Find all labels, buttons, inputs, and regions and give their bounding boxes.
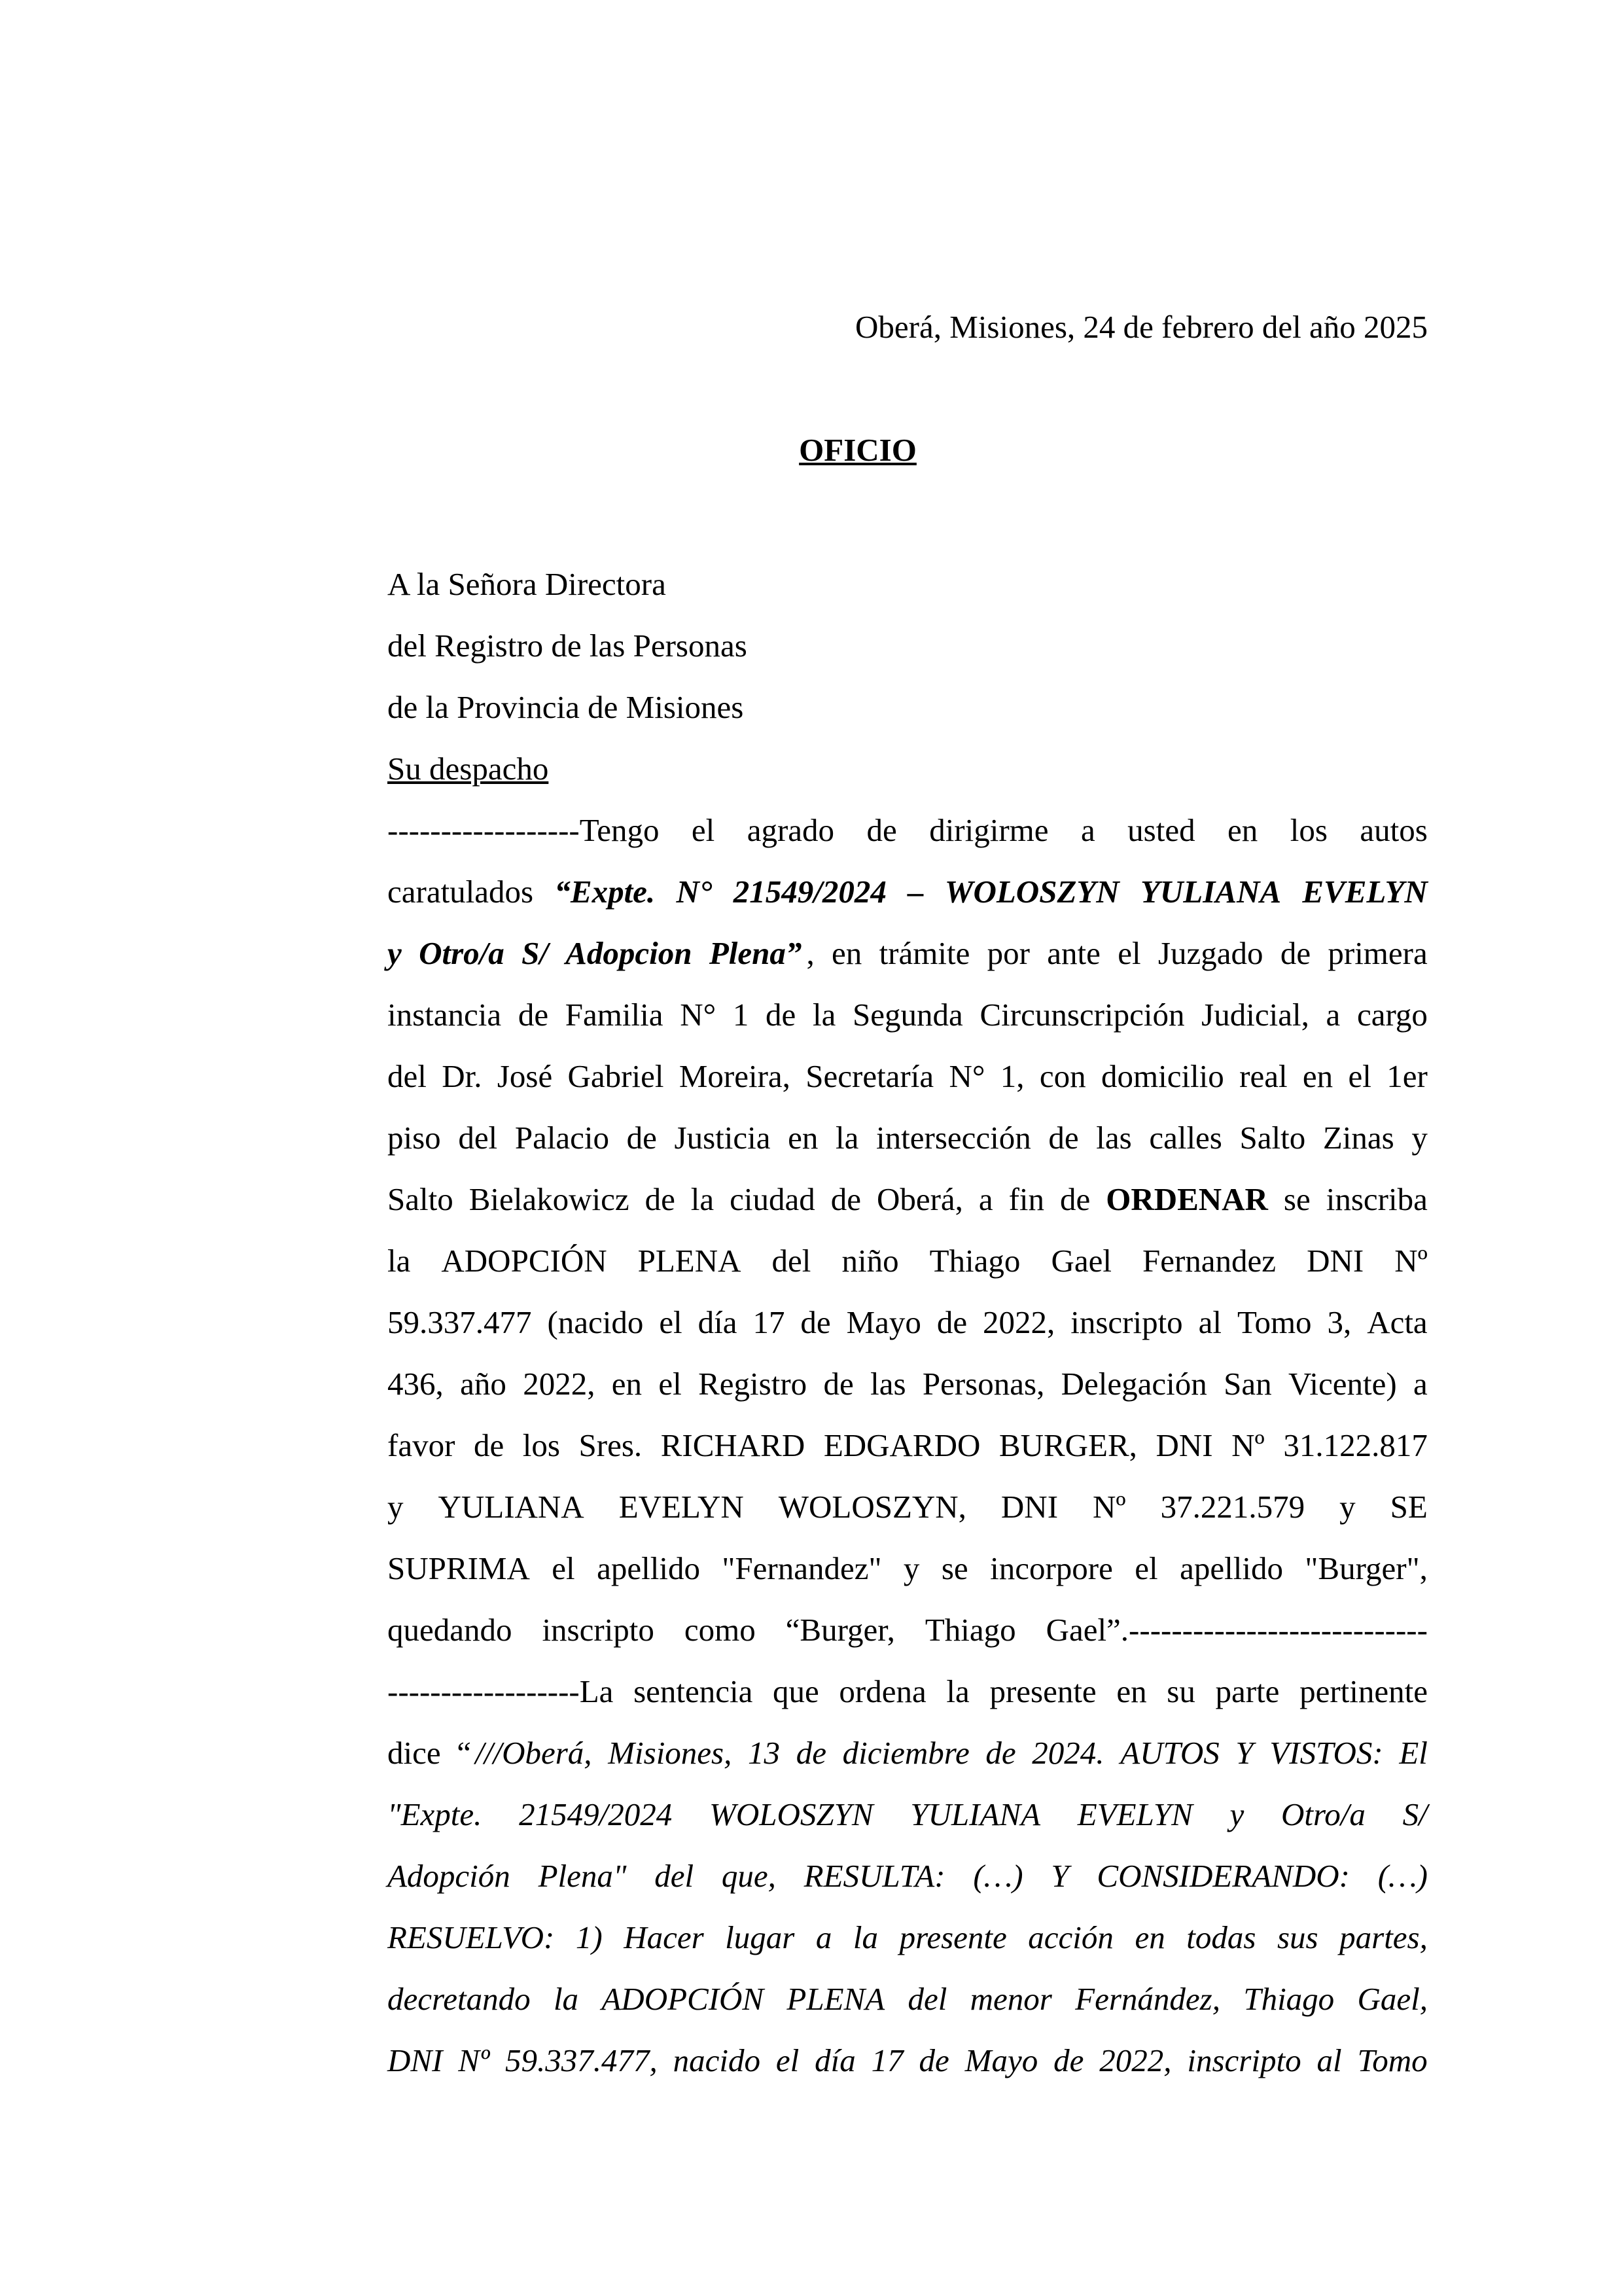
document-title: OFICIO (799, 432, 917, 468)
paragraph-line: y Otro/a S/ Adopcion Plena” , en trámite por ante el Juzgado de primera (387, 935, 1428, 971)
addressee-line: de la Provincia de Misiones (387, 689, 744, 725)
paragraph-line: 436, año 2022, en el Registro de las Personas, Delegación San Vicente) a (387, 1366, 1428, 1402)
paragraph-line: ------------------La sentencia que ordena la presente en su parte pertinente (387, 1673, 1428, 1709)
paragraph-line: dice “ ///Oberá, Misiones, 13 de diciembre de 2024. AUTOS Y VISTOS: El (387, 1735, 1428, 1771)
paragraph-line: Salto Bielakowicz de la ciudad de Oberá, a fin de ORDENAR se inscriba (387, 1181, 1428, 1217)
paragraph-line: caratulados “Expte. N° 21549/2024 – WOLOSZYN YULIANA EVELYN (387, 874, 1428, 910)
paragraph-line: 59.337.477 (nacido el día 17 de Mayo de 2022, inscripto al Tomo 3, Acta (387, 1304, 1428, 1340)
paragraph-line: la ADOPCIÓN PLENA del niño Thiago Gael Fernandez DNI Nº (387, 1243, 1428, 1279)
paragraph-line: SUPRIMA el apellido "Fernandez" y se incorpore el apellido "Burger", (387, 1550, 1428, 1586)
paragraph-line: y YULIANA EVELYN WOLOSZYN, DNI Nº 37.221.579 y SE (387, 1489, 1428, 1525)
document-date: Oberá, Misiones, 24 de febrero del año 2025 (855, 309, 1428, 345)
quoted-sentence-line: RESUELVO: 1) Hacer lugar a la presente acción en todas sus partes, (387, 1919, 1428, 1955)
quoted-sentence-line: DNI Nº 59.337.477, nacido el día 17 de Mayo de 2022, inscripto al Tomo (387, 2042, 1428, 2078)
quoted-sentence-line: "Expte. 21549/2024 WOLOSZYN YULIANA EVELYN y Otro/a S/ (387, 1796, 1428, 1832)
paragraph-line: instancia de Familia N° 1 de la Segunda Circunscripción Judicial, a cargo (387, 997, 1428, 1033)
addressee-closing: Su despacho (387, 751, 549, 787)
paragraph-line: del Dr. José Gabriel Moreira, Secretaría N° 1, con domicilio real en el 1er (387, 1058, 1428, 1094)
addressee-line: A la Señora Directora (387, 566, 666, 602)
paragraph-line: piso del Palacio de Justicia en la intersección de las calles Salto Zinas y (387, 1120, 1428, 1156)
paragraph-line: favor de los Sres. RICHARD EDGARDO BURGER, DNI Nº 31.122.817 (387, 1427, 1428, 1463)
addressee-line: del Registro de las Personas (387, 628, 747, 664)
paragraph-line: quedando inscripto como “Burger, Thiago Gael”.---------------------------- (387, 1612, 1428, 1648)
quoted-sentence-line: decretando la ADOPCIÓN PLENA del menor Fernández, Thiago Gael, (387, 1981, 1428, 2017)
quoted-sentence-line: Adopción Plena" del que, RESULTA: (…) Y CONSIDERANDO: (…) (387, 1858, 1428, 1894)
document-body (387, 554, 1428, 2091)
paragraph-line: ------------------Tengo el agrado de dirigirme a usted en los autos (387, 812, 1428, 848)
